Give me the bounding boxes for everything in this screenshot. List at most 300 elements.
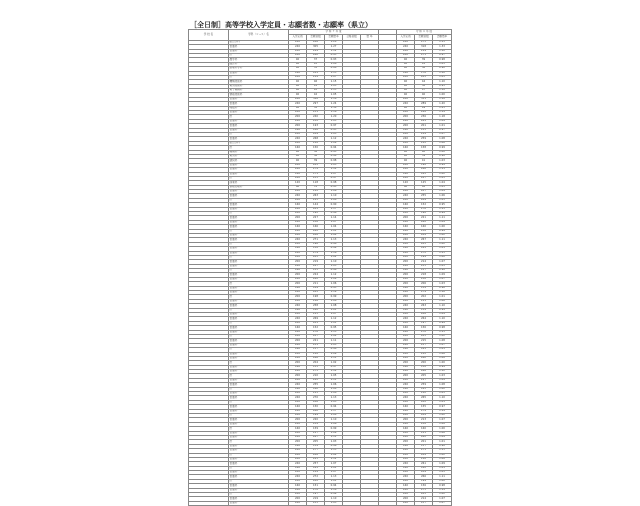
cell-app: 274	[307, 168, 325, 172]
cell-cap-prev: 200	[397, 124, 415, 128]
cell-app-prev: 209	[415, 198, 433, 202]
cell-course: 普通科	[229, 488, 289, 492]
cell-cap-prev: 200	[397, 431, 415, 435]
cell-rate-prev: 1.08	[433, 383, 452, 387]
cell-course: 建設科	[229, 159, 289, 163]
cell-app-prev: 214	[415, 132, 433, 136]
cell-rate: 1.16	[325, 111, 343, 115]
cell-course: 普通科	[229, 260, 289, 264]
cell-rate-prev: 0.98	[433, 326, 452, 330]
cell-cap-prev: 200	[397, 418, 415, 422]
cell-course: 計	[229, 334, 289, 338]
cell-cap: 160	[289, 146, 307, 150]
cell-app-prev: 205	[415, 374, 433, 378]
cell-app-prev: 47	[415, 89, 433, 93]
cell-course: 総合学科	[229, 40, 289, 44]
cell-rate: 0.94	[325, 484, 343, 488]
cell-cap-prev: 200	[397, 190, 415, 194]
cell-course: 普通科	[229, 102, 289, 106]
cell-app: 207	[307, 334, 325, 338]
cell-app: 215	[307, 392, 325, 396]
cell-app-prev: 156	[415, 326, 433, 330]
cell-app: 262	[307, 277, 325, 281]
cell-course: 普通科	[229, 383, 289, 387]
cell-cap: 200	[289, 111, 307, 115]
cell-rate: 1.04	[325, 453, 343, 457]
cell-rate-prev: 0.98	[433, 154, 452, 158]
cell-rate-prev: 1.07	[433, 260, 452, 264]
cell-cap-prev: 240	[397, 343, 415, 347]
cell-rate-prev: 1.10	[433, 304, 452, 308]
cell-rate-prev: 1.00	[433, 225, 452, 229]
cell-rate-prev: 1.03	[433, 62, 452, 66]
cell-course: 普通科	[229, 497, 289, 501]
cell-rate-prev: 1.18	[433, 89, 452, 93]
cell-cap-prev: 160	[397, 348, 415, 352]
cell-cap-prev: 160	[397, 365, 415, 369]
cell-rate-prev: 1.03	[433, 75, 452, 79]
cell-app: 256	[307, 220, 325, 224]
cell-app: 216	[307, 299, 325, 303]
cell-course: 普通科	[229, 264, 289, 268]
cell-rate: 0.97	[325, 176, 343, 180]
cell-course: 計	[229, 374, 289, 378]
cell-app: 214	[307, 75, 325, 79]
cell-rate: 1.17	[325, 207, 343, 211]
cell-cap: 160	[289, 466, 307, 470]
cell-cap: 160	[289, 405, 307, 409]
cell-app-prev: 162	[415, 466, 433, 470]
cell-cap: 200	[289, 233, 307, 237]
cell-rate-prev: 1.15	[433, 40, 452, 44]
cell-rate: 1.03	[325, 400, 343, 404]
cell-cap-prev: 40	[397, 84, 415, 88]
cell-app-prev: 204	[415, 413, 433, 417]
cell-app-prev: 157	[415, 269, 433, 273]
cell-rate-prev: 0.95	[433, 84, 452, 88]
cell-cap-prev: 240	[397, 501, 415, 505]
cell-course: 普通科	[229, 409, 289, 413]
cell-app-prev: 38	[415, 84, 433, 88]
cell-cap: 240	[289, 409, 307, 413]
cell-cap: 40	[289, 93, 307, 97]
cell-cap-prev: 200	[397, 255, 415, 259]
cell-rate-prev: 0.99	[433, 365, 452, 369]
cell-course: 計	[229, 308, 289, 312]
cell-app-prev: 262	[415, 435, 433, 439]
cell-cap-prev: 160	[397, 71, 415, 75]
cell-cap-prev: 40	[397, 159, 415, 163]
cell-app: 35	[307, 67, 325, 71]
cell-app: 224	[307, 273, 325, 277]
cell-cap: 200	[289, 242, 307, 246]
cell-course: 普通科	[229, 392, 289, 396]
cell-rate-prev: 1.03	[433, 185, 452, 189]
cell-rate-prev: 1.03	[433, 176, 452, 180]
cell-rate: 1.13	[325, 396, 343, 400]
cell-cap: 200	[289, 453, 307, 457]
cell-cap: 200	[289, 255, 307, 259]
cell-app-prev: 204	[415, 453, 433, 457]
cell-rate: 0.93	[325, 58, 343, 62]
cell-course: 普通科	[229, 273, 289, 277]
cell-rate: 1.05	[325, 119, 343, 123]
cell-course: 普通科	[229, 352, 289, 356]
cell-course: 計	[229, 440, 289, 444]
cell-rate-prev: 1.00	[433, 479, 452, 483]
cell-rate: 1.10	[325, 194, 343, 198]
cell-app: 181	[307, 71, 325, 75]
cell-app-prev: 160	[415, 427, 433, 431]
cell-app: 153	[307, 269, 325, 273]
cell-cap: 240	[289, 422, 307, 426]
cell-app-prev: 161	[415, 247, 433, 251]
cell-course: 普通科	[229, 216, 289, 220]
cell-rate: 0.95	[325, 326, 343, 330]
cell-app-prev: 36	[415, 67, 433, 71]
cell-app: 148	[307, 128, 325, 132]
cell-cap-prev: 240	[397, 304, 415, 308]
cell-cap: 160	[289, 269, 307, 273]
cell-course: 普通科	[229, 405, 289, 409]
cell-app-prev: 213	[415, 418, 433, 422]
cell-cap-prev: 40	[397, 58, 415, 62]
cell-rate-prev: 0.95	[433, 203, 452, 207]
cell-rate-prev: 1.03	[433, 282, 452, 286]
cell-app-prev: 202	[415, 295, 433, 299]
cell-cap: 240	[289, 229, 307, 233]
cell-rate-prev: 0.98	[433, 269, 452, 273]
cell-rate: 1.20	[325, 40, 343, 44]
cell-rate: 1.05	[325, 93, 343, 97]
cell-app-prev: 158	[415, 365, 433, 369]
cell-cap-prev: 240	[397, 356, 415, 360]
cell-cap: 200	[289, 339, 307, 343]
cell-app-prev: 258	[415, 422, 433, 426]
cell-cap-prev: 200	[397, 216, 415, 220]
cell-cap-prev: 40	[397, 89, 415, 93]
cell-course: 普通科	[229, 238, 289, 242]
cell-cap: 200	[289, 418, 307, 422]
cell-cap: 200	[289, 124, 307, 128]
cell-rate: 1.00	[325, 387, 343, 391]
cell-cap: 280	[289, 97, 307, 101]
cell-course: 普通科	[229, 124, 289, 128]
cell-app: 201	[307, 321, 325, 325]
cell-app-prev: 214	[415, 260, 433, 264]
cell-cap: 200	[289, 273, 307, 277]
cell-app-prev: 197	[415, 321, 433, 325]
cell-blank	[361, 501, 379, 505]
cell-course: 情報技術科	[229, 93, 289, 97]
cell-app-prev: 261	[415, 462, 433, 466]
cell-cap-prev: 240	[397, 370, 415, 374]
cell-app: 197	[307, 493, 325, 497]
cell-rate: 0.98	[325, 181, 343, 185]
cell-cap-prev: 160	[397, 128, 415, 132]
cell-rate: 0.93	[325, 128, 343, 132]
cell-rate-prev: 1.02	[433, 453, 452, 457]
cell-rate-prev: 1.02	[433, 387, 452, 391]
cell-cap: 240	[289, 176, 307, 180]
cell-cap-prev: 160	[397, 146, 415, 150]
cell-rate-prev: 0.99	[433, 229, 452, 233]
cell-cap-prev: 160	[397, 444, 415, 448]
cell-rate-prev: 1.00	[433, 150, 452, 154]
cell-course: 計	[229, 466, 289, 470]
cell-course: 普通科	[229, 172, 289, 176]
cell-rate: 1.13	[325, 475, 343, 479]
cell-app-prev: 40	[415, 150, 433, 154]
cell-rate: 1.04	[325, 225, 343, 229]
cell-rate-prev: 1.14	[433, 111, 452, 115]
cell-course: 普通科	[229, 220, 289, 224]
cell-cap: 240	[289, 435, 307, 439]
cell-cap-prev: 160	[397, 484, 415, 488]
cell-rate-prev: 1.02	[433, 493, 452, 497]
cell-app: 278	[307, 488, 325, 492]
cell-cap: 160	[289, 308, 307, 312]
cell-rate: 1.13	[325, 238, 343, 242]
cell-course: 普通科	[229, 225, 289, 229]
cell-app: 242	[307, 229, 325, 233]
cell-course: 計	[229, 198, 289, 202]
cell-cap-prev: 200	[397, 321, 415, 325]
cell-cap-prev: 160	[397, 269, 415, 273]
cell-app-prev: 262	[415, 220, 433, 224]
cell-rate-prev: 1.11	[433, 238, 452, 242]
cell-rate-prev: 1.11	[433, 216, 452, 220]
cell-app-prev: 331	[415, 97, 433, 101]
cell-rate: 1.08	[325, 392, 343, 396]
cell-rate: 0.93	[325, 53, 343, 57]
cell-rate: 1.14	[325, 216, 343, 220]
cell-app: 208	[307, 233, 325, 237]
cell-cap: 200	[289, 141, 307, 145]
cell-rate: 0.96	[325, 269, 343, 273]
cell-cap-prev: 240	[397, 396, 415, 400]
cell-app: 196	[307, 242, 325, 246]
cell-app: 206	[307, 400, 325, 404]
header-school: 学 校 名	[189, 30, 229, 41]
cell-app: 269	[307, 317, 325, 321]
cell-cap-prev: 240	[397, 330, 415, 334]
cell-rate: 1.15	[325, 330, 343, 334]
cell-cap: 200	[289, 132, 307, 136]
cell-app-prev: 268	[415, 370, 433, 374]
cell-app: 240	[307, 115, 325, 119]
cell-cap-prev: 200	[397, 273, 415, 277]
cell-app: 52	[307, 106, 325, 110]
cell-rate: 0.93	[325, 286, 343, 290]
cell-rate-prev: 1.14	[433, 488, 452, 492]
cell-app: 218	[307, 141, 325, 145]
cell-rate-prev: 1.09	[433, 220, 452, 224]
table-body	[189, 40, 452, 505]
cell-rate: 1.07	[325, 220, 343, 224]
cell-rate-prev: 0.97	[433, 128, 452, 132]
cell-app-prev: 228	[415, 111, 433, 115]
cell-rate: 1.20	[325, 115, 343, 119]
cell-cap: 200	[289, 374, 307, 378]
cell-rate-prev: 1.00	[433, 255, 452, 259]
cell-cap-prev: 40	[397, 67, 415, 71]
cell-course: 機械技術科	[229, 80, 289, 84]
cell-course: 普通科	[229, 370, 289, 374]
admissions-table-sheet	[188, 29, 451, 506]
cell-cap-prev: 160	[397, 247, 415, 251]
cell-app: 193	[307, 124, 325, 128]
cell-course: 普通科	[229, 119, 289, 123]
cell-app-prev: 41	[415, 159, 433, 163]
cell-app-prev: 211	[415, 431, 433, 435]
cell-course: 普通科	[229, 396, 289, 400]
cell-app-prev: 198	[415, 212, 433, 216]
cell-app: 270	[307, 396, 325, 400]
cell-rate: 1.10	[325, 418, 343, 422]
cell-app: 37	[307, 58, 325, 62]
cell-course: 計	[229, 269, 289, 273]
cell-app-prev: 157	[415, 444, 433, 448]
cell-rate: 0.90	[325, 203, 343, 207]
cell-cap-prev: 240	[397, 238, 415, 242]
cell-rate: 1.12	[325, 137, 343, 141]
cell-cap: 200	[289, 392, 307, 396]
cell-rate: 1.00	[325, 413, 343, 417]
cell-app: 199	[307, 413, 325, 417]
cell-rate: 1.12	[325, 49, 343, 53]
cell-app-prev: 39	[415, 58, 433, 62]
cell-rate-prev: 1.06	[433, 194, 452, 198]
cell-course: 普通科	[229, 317, 289, 321]
cell-app-prev: 211	[415, 299, 433, 303]
cell-cap-prev: 240	[397, 168, 415, 172]
cell-app-prev: 44	[415, 80, 433, 84]
cell-rate: 1.03	[325, 84, 343, 88]
cell-rate: 1.07	[325, 75, 343, 79]
cell-rate: 1.17	[325, 409, 343, 413]
cell-course: 普通科	[229, 203, 289, 207]
cell-cap-prev: 200	[397, 299, 415, 303]
cell-cap-prev: 200	[397, 313, 415, 317]
cell-app-prev: 158	[415, 146, 433, 150]
cell-cap-prev: 200	[397, 374, 415, 378]
cell-rate-prev: 1.12	[433, 370, 452, 374]
cell-app-prev: 257	[415, 501, 433, 505]
cell-cap-prev: 200	[397, 453, 415, 457]
cell-app-prev: 259	[415, 137, 433, 141]
cell-rate: 1.01	[325, 479, 343, 483]
cell-cap: 200	[289, 260, 307, 264]
cell-cap: 240	[289, 501, 307, 505]
cell-rate-prev: 1.20	[433, 102, 452, 106]
cell-rate-prev: 1.16	[433, 291, 452, 295]
cell-course: 電子機械科	[229, 89, 289, 93]
cell-app-prev: 176	[415, 71, 433, 75]
cell-course: 農学科	[229, 58, 289, 62]
cell-app-prev: 82	[415, 185, 433, 189]
cell-course: 普通科	[229, 190, 289, 194]
cell-app: 204	[307, 361, 325, 365]
cell-cap: 160	[289, 128, 307, 132]
cell-course: 計	[229, 413, 289, 417]
cell-cap-prev: 160	[397, 405, 415, 409]
cell-course: 普通科	[229, 251, 289, 255]
cell-app: 218	[307, 352, 325, 356]
cell-app: 144	[307, 203, 325, 207]
cell-cap-prev: 200	[397, 493, 415, 497]
cell-course: 普通科	[229, 304, 289, 308]
cell-cap: 40	[289, 106, 307, 110]
cell-app: 39	[307, 159, 325, 163]
cell-rate-prev: 1.11	[433, 168, 452, 172]
cell-cap-prev: 240	[397, 220, 415, 224]
cell-app: 198	[307, 295, 325, 299]
cell-rate: 1.07	[325, 172, 343, 176]
cell-cap-prev: 240	[397, 176, 415, 180]
cell-rate-prev: 1.09	[433, 273, 452, 277]
cell-app: 233	[307, 176, 325, 180]
cell-course: 普通科	[229, 111, 289, 115]
cell-app: 150	[307, 405, 325, 409]
cell-course: 普通科	[229, 97, 289, 101]
cell-rate-prev: 1.07	[433, 132, 452, 136]
cell-course: 普通科	[229, 163, 289, 167]
cell-cap: 240	[289, 330, 307, 334]
header-applicants-prev: 志願者数	[415, 35, 433, 40]
cell-blank	[343, 501, 361, 505]
cell-rate-prev: 1.15	[433, 207, 452, 211]
cell-app-prev: 270	[415, 330, 433, 334]
cell-course: 商業科	[229, 181, 289, 185]
cell-rate-prev: 1.01	[433, 124, 452, 128]
cell-cap: 160	[289, 247, 307, 251]
cell-rate-prev: 1.06	[433, 431, 452, 435]
cell-app-prev: 163	[415, 387, 433, 391]
cell-cap-prev: 200	[397, 132, 415, 136]
cell-cap-prev: 120	[397, 181, 415, 185]
cell-app-prev: 221	[415, 216, 433, 220]
cell-rate-prev: 0.99	[433, 308, 452, 312]
cell-rate-prev: 0.96	[433, 286, 452, 290]
cell-cap: 200	[289, 190, 307, 194]
cell-cap: 160	[289, 71, 307, 75]
cell-cap: 240	[289, 383, 307, 387]
cell-cap-prev: 200	[397, 392, 415, 396]
cell-app-prev: 207	[415, 190, 433, 194]
cell-app: 212	[307, 190, 325, 194]
cell-rate: 1.01	[325, 229, 343, 233]
cell-rate-prev: 1.18	[433, 97, 452, 101]
cell-cap-prev: 160	[397, 286, 415, 290]
cell-cap: 240	[289, 475, 307, 479]
cell-cap: 240	[289, 238, 307, 242]
header-admitted: 合格者数	[343, 35, 361, 40]
cell-app: 279	[307, 251, 325, 255]
cell-cap-prev: 240	[397, 45, 415, 49]
cell-rate: 1.07	[325, 313, 343, 317]
cell-app: 159	[307, 427, 325, 431]
cell-app-prev: 259	[415, 383, 433, 387]
cell-app-prev: 152	[415, 203, 433, 207]
cell-cap: 200	[289, 352, 307, 356]
cell-course: 機械科	[229, 150, 289, 154]
cell-app-prev: 204	[415, 233, 433, 237]
cell-cap: 240	[289, 119, 307, 123]
cell-rate: 1.09	[325, 277, 343, 281]
cell-course: 計	[229, 321, 289, 325]
header-rate: 志願倍率	[325, 35, 343, 40]
